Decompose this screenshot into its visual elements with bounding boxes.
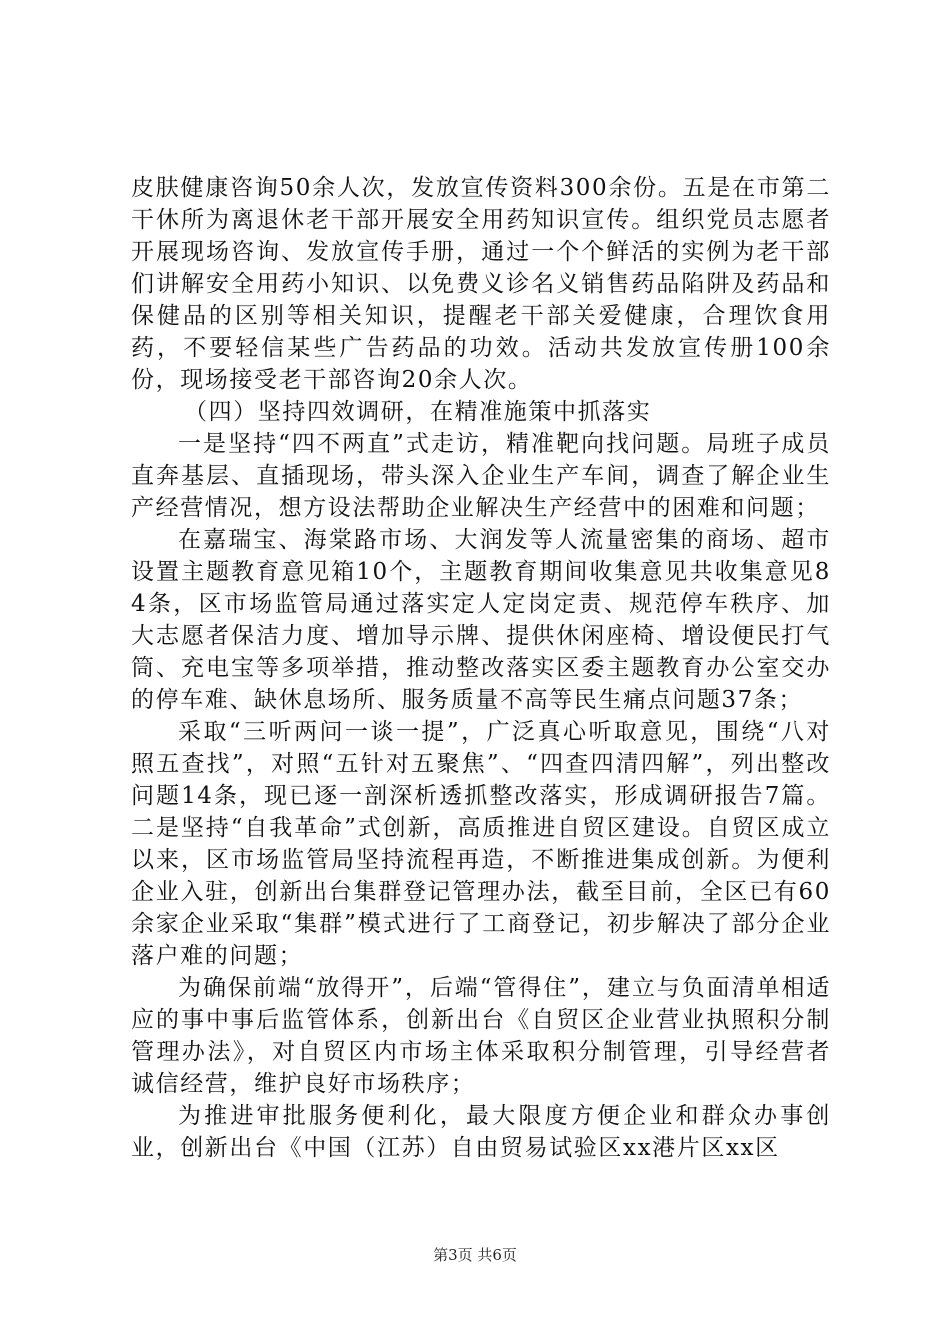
paragraph-suggestion-boxes: 在嘉瑞宝、海棠路市场、大润发等人流量密集的商场、超市设置主题教育意见箱10个，主题教育期间收集意见共收集意见84条，区市场监管局通过落实定人定岗定责、规范停车秩序、加大志愿者保洁力度、增加导示牌、提供休闲座椅、增设便民打气筒、充电宝等多项举措，推动整改落实区委主题教育办公室交办的停车难、缺休息场所、服务质量不高等民生痛点问题37条；	[131, 527, 831, 713]
document-body	[131, 172, 831, 1164]
paragraph-rectification: 采取“三听两问一谈一提”，广泛真心听取意见，围绕“八对照五查找”，对照“五针对五聚焦”、“四查四清四解”，列出整改问题14条，现已逐一剖深析透抓整改落实，形成调研报告7篇。二是坚持“自我革命”式创新，高质推进自贸区建设。自贸区成立以来，区市场监管局坚持流程再造，不断推进集成创新。为便利企业入驻，创新出台集群登记管理办法，截至目前，全区已有60余家企业采取“集群”模式进行了工商登记，初步解决了部分企业落户难的问题；	[131, 719, 831, 969]
section-heading-four: （四）坚持四效调研，在精准施策中抓落实	[184, 399, 652, 425]
paragraph-approval-service: 为推进审批服务便利化，最大限度方便企业和群众办事创业，创新出台《中国（江苏）自由贸易试验区xx港片区xx区	[131, 1103, 831, 1161]
paragraph-health-consultation: 皮肤健康咨询50余人次，发放宣传资料300余份。五是在市第二干休所为离退休老干部开展安全用药知识宣传。组织党员志愿者开展现场咨询、发放宣传手册，通过一个个鲜活的实例为老干部们讲解安全用药小知识、以免费义诊名义销售药品陷阱及药品和保健品的区别等相关知识，提醒老干部关爱健康，合理饮食用药，不要轻信某些广告药品的功效。活动共发放宣传册100余份，现场接受老干部咨询20余人次。	[131, 175, 831, 393]
page-number-footer: 第3页 共6页	[433, 1246, 517, 1264]
paragraph-visits: 一是坚持“四不两直”式走访，精准靶向找问题。局班子成员直奔基层、直插现场，带头深入企业生产车间，调查了解企业生产经营情况，想方设法帮助企业解决生产经营中的困难和问题；	[131, 431, 831, 521]
paragraph-supervision-system: 为确保前端“放得开”，后端“管得住”，建立与负面清单相适应的事中事后监管体系，创新出台《自贸区企业营业执照积分制管理办法》，对自贸区内市场主体采取积分制管理，引导经营者诚信经营，维护良好市场秩序；	[131, 975, 831, 1097]
